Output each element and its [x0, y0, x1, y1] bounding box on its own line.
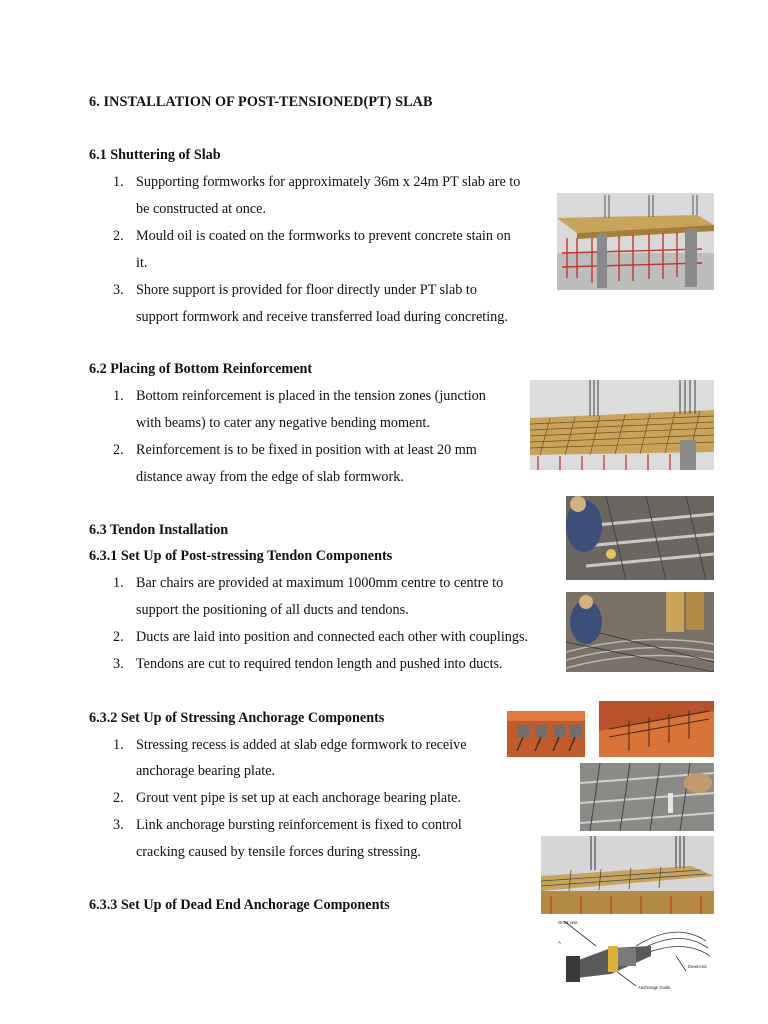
list-item-text: support the positioning of all ducts and tendons.	[136, 602, 409, 618]
bottom-reinforcement-image	[530, 380, 714, 470]
list-item-text: with beams) to cater any negative bending moment.	[136, 415, 430, 431]
list-item-text: Bottom reinforcement is placed in the tension zones (junction	[136, 388, 486, 404]
list-number: 3.	[113, 656, 124, 672]
list-item-text: cracking caused by tensile forces during stressing.	[136, 844, 421, 860]
list-item-text: Shore support is provided for floor directly under PT slab to	[136, 282, 477, 298]
list-number: 2.	[113, 228, 124, 244]
section-6-2-heading: 6.2 Placing of Bottom Reinforcement	[89, 361, 313, 377]
list-number: 2.	[113, 629, 124, 645]
section-6-3-2-heading: 6.3.2 Set Up of Stressing Anchorage Components	[89, 710, 385, 726]
section-6-1-heading: 6.1 Shuttering of Slab	[89, 147, 221, 163]
list-item-text: it.	[136, 255, 148, 271]
stressing-recess-image	[507, 711, 585, 757]
label-grout-vent: Grout vent	[558, 920, 578, 925]
list-number: 1.	[113, 174, 124, 190]
dead-end-anchorage-diagram	[556, 916, 714, 992]
list-number: 2.	[113, 442, 124, 458]
section-6-3-1-heading: 6.3.1 Set Up of Post-stressing Tendon Components	[89, 548, 393, 564]
formwork-scaffold-image	[557, 193, 714, 290]
list-number: 1.	[113, 737, 124, 753]
edge-reinforcement-image	[599, 701, 714, 757]
grout-vent-photo	[580, 763, 714, 831]
section-6-3-heading: 6.3 Tendon Installation	[89, 522, 229, 538]
duct-laying-photo	[566, 592, 714, 672]
section-6-3-3-heading: 6.3.3 Set Up of Dead End Anchorage Components	[89, 897, 390, 913]
list-item-text: distance away from the edge of slab formwork.	[136, 469, 404, 485]
list-item-text: Grout vent pipe is set up at each anchorage bearing plate.	[136, 790, 462, 806]
list-item-text: Link anchorage bursting reinforcement is fixed to control	[136, 817, 462, 833]
list-number: 3.	[113, 282, 124, 298]
list-item-text: Supporting formworks for approximately 36m x 24m PT slab are to	[136, 174, 521, 190]
list-item-text: Tendons are cut to required tendon length and pushed into ducts.	[136, 656, 503, 672]
list-item-text: anchorage bearing plate.	[136, 763, 276, 779]
label-anchorage-guide: Anchorage Guide	[638, 985, 671, 990]
bar-chairs-photo	[566, 496, 714, 580]
label-a: A	[558, 940, 561, 945]
list-item-text: be constructed at once.	[136, 201, 266, 217]
list-number: 1.	[113, 575, 124, 591]
list-number: 2.	[113, 790, 124, 806]
list-item-text: support formwork and receive transferred load during concreting.	[136, 309, 508, 325]
list-item-text: Stressing recess is added at slab edge formwork to receive	[136, 737, 467, 753]
page-title: 6. INSTALLATION OF POST-TENSIONED(PT) SLAB	[89, 94, 433, 110]
list-item-text: Bar chairs are provided at maximum 1000mm centre to centre to	[136, 575, 504, 591]
list-item-text: Mould oil is coated on the formworks to prevent concrete stain on	[136, 228, 511, 244]
list-item-text: Reinforcement is to be fixed in position with at least 20 mm	[136, 442, 477, 458]
bursting-reinforcement-image	[541, 836, 714, 914]
list-item-text: Ducts are laid into position and connected each other with couplings.	[136, 629, 529, 645]
list-number: 3.	[113, 817, 124, 833]
label-dead-end: Dead-end	[688, 964, 707, 969]
list-number: 1.	[113, 388, 124, 404]
